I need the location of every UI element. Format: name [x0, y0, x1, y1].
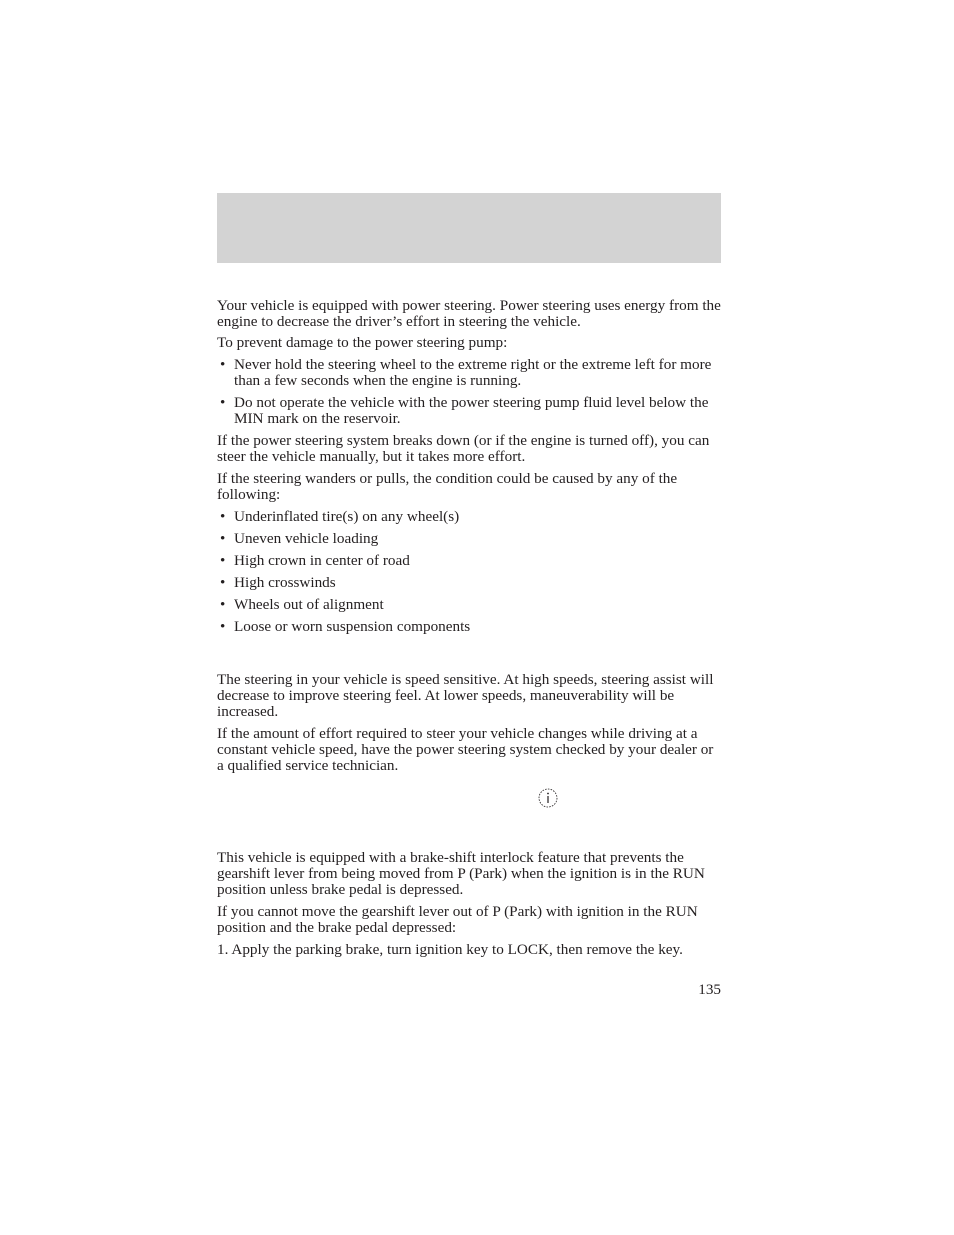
list-item: • Underinflated tire(s) on any wheel(s)	[220, 508, 460, 525]
bullet-icon: •	[220, 394, 226, 411]
wanders-text: If the steering wanders or pulls, the condition could be caused by any of the following:	[217, 470, 678, 503]
bullet-icon: •	[220, 596, 226, 613]
prevent-damage-text: To prevent damage to the power steering pump:	[217, 334, 508, 351]
list-item: • High crosswinds	[220, 574, 336, 591]
page-content	[217, 298, 723, 958]
brake-shift-text: This vehicle is equipped with a brake-shift interlock feature that prevents the gearshift lever from being moved from P (Park) when the ignition is in the RUN position unless brake pedal is depressed.	[217, 849, 705, 898]
list-item: • Uneven vehicle loading	[220, 530, 379, 547]
prevent-damage-list	[217, 357, 723, 427]
breakdown-text: If the power steering system breaks down (or if the engine is turned off), you can steer the vehicle manually, but it takes more effort.	[217, 432, 710, 465]
step-1-text: 1. Apply the parking brake, turn ignition key to LOCK, then remove the key.	[217, 941, 683, 958]
info-circle-icon	[537, 787, 559, 809]
list-item: • Never hold the steering wheel to the extreme right or the extreme left for more than a few seconds when the engine is running.	[220, 356, 712, 389]
bullet-icon: •	[220, 618, 226, 635]
list-item: • High crown in center of road	[220, 552, 410, 569]
speed-sensitive-text: The steering in your vehicle is speed sensitive. At high speeds, steering assist will decrease to improve steering feel. At lower speeds, maneuverability will be increased.	[217, 671, 714, 720]
list-item: • Loose or worn suspension components	[220, 618, 471, 635]
bullet-icon: •	[220, 530, 226, 547]
list-item: • Do not operate the vehicle with the power steering pump fluid level below the MIN mark on the reservoir.	[220, 394, 709, 427]
bullet-icon: •	[220, 356, 226, 373]
effort-change-text: If the amount of effort required to steer your vehicle changes while driving at a constant vehicle speed, have the power steering system checked by your dealer or a qualified service technician.	[217, 725, 714, 774]
cannot-move-text: If you cannot move the gearshift lever out of P (Park) with ignition in the RUN position and the brake pedal depressed:	[217, 903, 698, 936]
bullet-icon: •	[220, 574, 226, 591]
list-item: • Wheels out of alignment	[220, 596, 384, 613]
icon-row	[217, 787, 723, 809]
header-band	[217, 193, 721, 263]
page-number: 135	[698, 981, 721, 998]
bullet-icon: •	[220, 552, 226, 569]
bullet-icon: •	[220, 508, 226, 525]
power-steering-intro: Your vehicle is equipped with power steering. Power steering uses energy from the engine to decrease the driver’s effort in steering the vehicle.	[217, 297, 721, 330]
causes-list	[217, 509, 723, 635]
